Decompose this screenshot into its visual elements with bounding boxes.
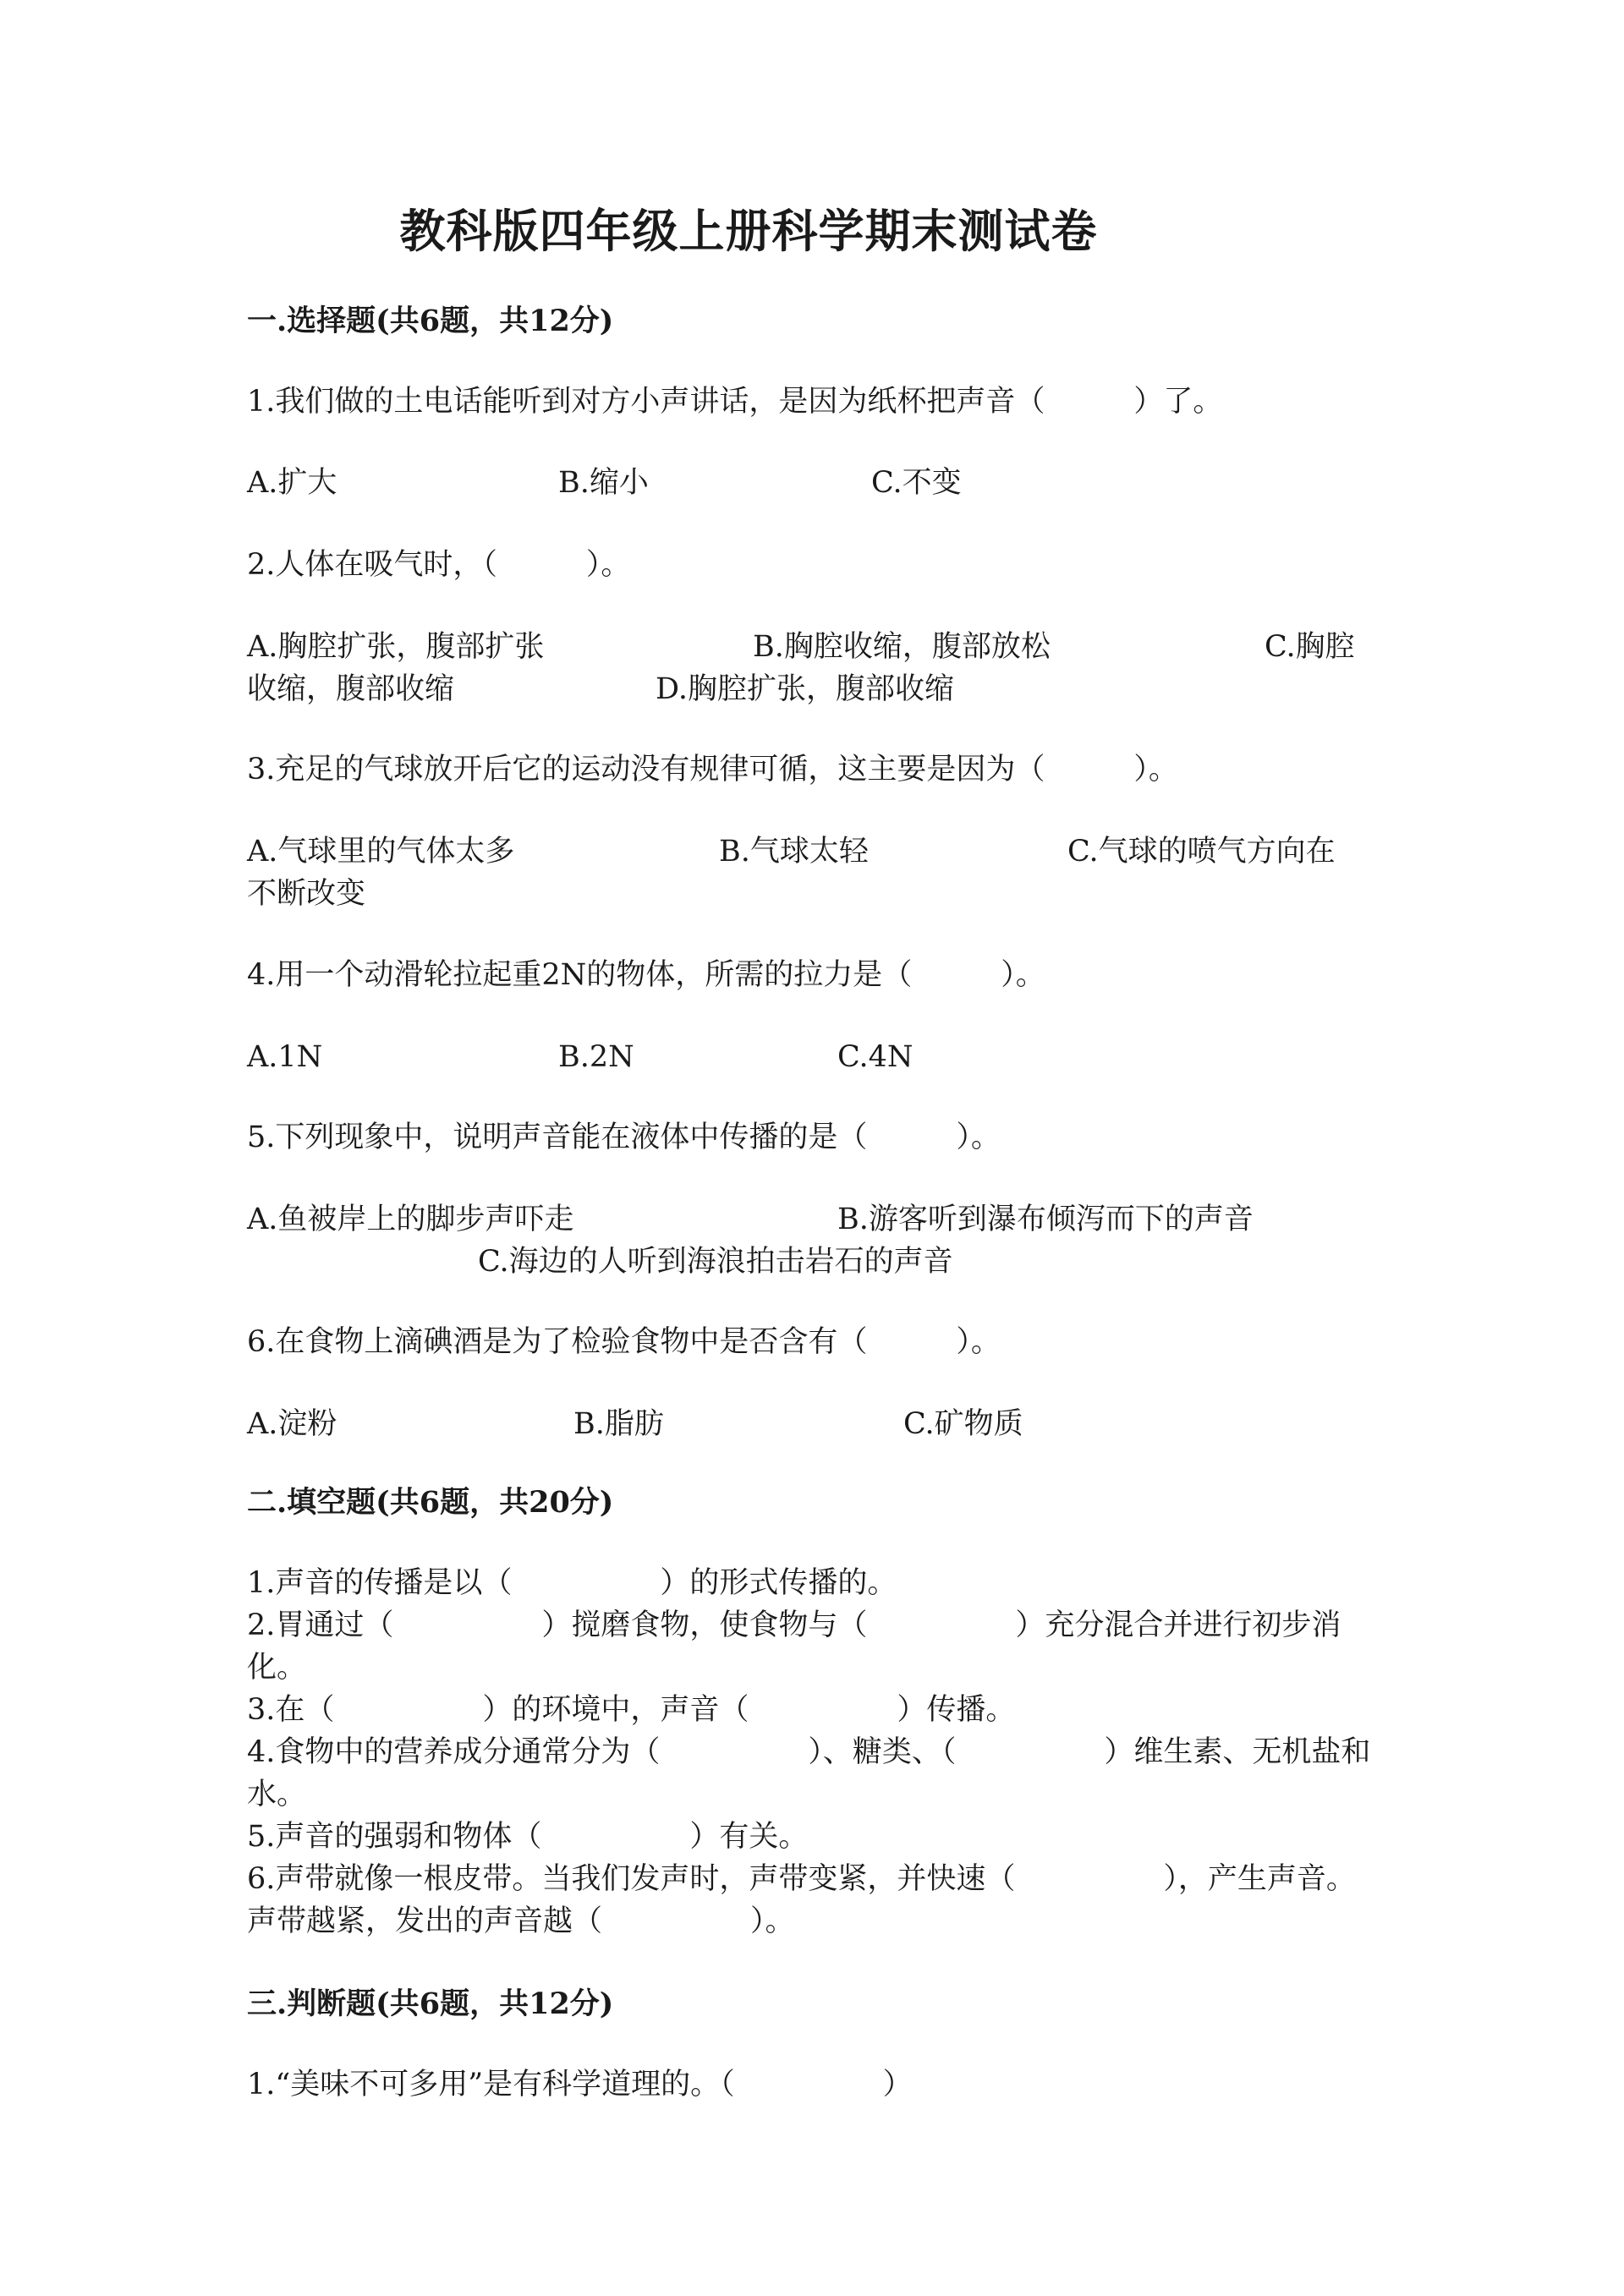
choice-q4-option-a: A.1N [247,1040,323,1074]
choice-q2-option-c-line1: C.胸腔 [1265,630,1355,664]
choice-q3-stem: 3.充足的气球放开后它的运动没有规律可循，这主要是因为（ ）。 [247,753,1178,786]
choice-q3-option-c-line2: 不断改变 [247,877,366,911]
choice-q3-option-a: A.气球里的气体太多 [247,835,515,869]
choice-q6-option-c: C.矿物质 [903,1407,1023,1441]
choice-q5-stem: 5.下列现象中，说明声音能在液体中传播的是（ ）。 [247,1121,1001,1154]
choice-q1-option-a: A.扩大 [247,466,337,500]
choice-q5-option-a: A.鱼被岸上的脚步声吓走 [247,1203,574,1236]
fill-q3: 3.在（ ）的环境中，声音（ ）传播。 [247,1693,1016,1727]
choice-q2-option-b: B.胸腔收缩，腹部放松 [753,630,1051,664]
fill-q2: 2.胃通过（ ）搅磨食物，使食物与（ ）充分混合并进行初步消化。 [247,1608,1341,1685]
choice-q4-option-c: C.4N [837,1040,914,1074]
choice-q1-stem: 1.我们做的土电话能听到对方小声讲话，是因为纸杯把声音（ ）了。 [247,385,1223,419]
choice-q4-option-b: B.2N [558,1040,634,1074]
fill-q6: 6.声带就像一根皮带。当我们发声时，声带变紧，并快速（ ），产生声音。声带越紧，发出的声音越（ ）。 [247,1862,1356,1938]
section-heading-fill: 二.填空题(共6题，共20分) [247,1485,614,1520]
judge-q1: 1.“美味不可多用”是有科学道理的。（ ） [247,2068,913,2101]
choice-q2-option-d: D.胸腔扩张，腹部收缩 [656,672,954,706]
choice-q6-option-a: A.淀粉 [247,1407,337,1441]
choice-q4-stem: 4.用一个动滑轮拉起重2N的物体，所需的拉力是（ ）。 [247,958,1045,992]
choice-q6-stem: 6.在食物上滴碘酒是为了检验食物中是否含有（ ）。 [247,1325,1001,1359]
choice-q5-option-b: B.游客听到瀑布倾泻而下的声音 [837,1203,1254,1236]
section-heading-judge: 三.判断题(共6题，共12分) [247,1986,614,2021]
fill-q5: 5.声音的强弱和物体（ ）有关。 [247,1820,809,1854]
choice-q2-option-a: A.胸腔扩张，腹部扩张 [247,630,545,664]
section-heading-choice: 一.选择题(共6题，共12分) [247,304,614,338]
choice-q2-option-c-line2: 收缩，腹部收缩 [247,672,455,706]
choice-q1-option-c: C.不变 [871,466,962,500]
choice-q3-option-b: B.气球太轻 [719,835,869,869]
choice-q6-option-b: B.脂肪 [573,1407,664,1441]
choice-q3-option-c-line1: C.气球的喷气方向在 [1067,835,1336,869]
fill-q4: 4.食物中的营养成分通常分为（ ）、糖类、（ ）维生素、无机盐和水。 [247,1735,1371,1811]
choice-q1-option-b: B.缩小 [558,466,649,500]
choice-q5-option-c: C.海边的人听到海浪拍击岩石的声音 [478,1245,953,1279]
choice-q2-stem: 2.人体在吸气时，（ ）。 [247,548,631,582]
fill-q1: 1.声音的传播是以（ ）的形式传播的。 [247,1566,897,1600]
page-title: 教科版四年级上册科学期末测试卷 [399,204,1098,258]
